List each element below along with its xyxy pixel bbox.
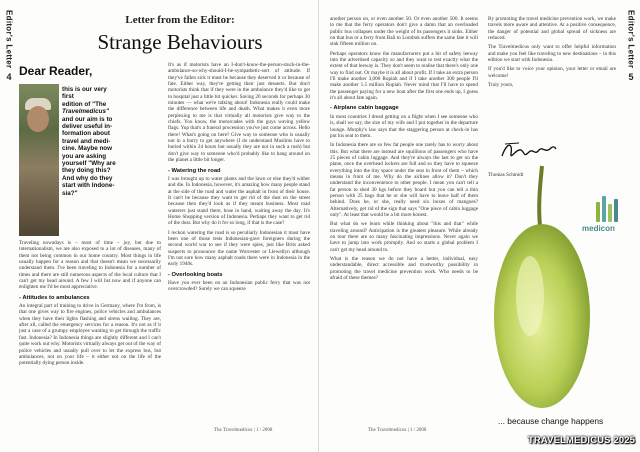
letter-header: Letter from the Editor:	[125, 14, 235, 26]
intro-line: edition of "The	[62, 100, 107, 108]
intro-line: start with Indone-	[62, 182, 115, 190]
left-page	[0, 0, 319, 452]
intro-line: travel and medi-	[62, 137, 111, 145]
greeting: Dear Reader,	[19, 64, 93, 78]
section-heading: - Airplane cabin baggage	[330, 105, 399, 112]
left-section-tab	[3, 10, 15, 82]
intro-line: formation about	[62, 130, 110, 138]
section-heading: - Attitudes to ambulances	[19, 294, 90, 301]
article-title: Strange Behaviours	[97, 30, 263, 54]
logo-bar	[614, 199, 618, 222]
intro-line: this is our very first	[62, 86, 107, 101]
intro-line: yourself "Why are	[62, 160, 116, 168]
intro-line: sia?"	[62, 189, 78, 197]
column-1	[19, 240, 161, 370]
paragraph: Have you ever been on an Indonesian public ferry that was not overcrowded? Surely we can squeeze	[168, 280, 310, 293]
intro-line: Travelmedicus"	[62, 108, 109, 116]
right-footer: The Travelmedicus | 1 / 2008	[368, 428, 427, 433]
section-heading: - Overlooking boats	[168, 271, 223, 278]
face-shape	[27, 106, 49, 132]
fruit-image	[480, 156, 610, 426]
paragraph: If you'd like to voice your opinion, your letter or email are welcome!	[488, 66, 616, 79]
intro-line: and our aim is to	[62, 115, 113, 123]
intro-line: cine. Maybe now	[62, 145, 113, 153]
intro-line: deliver useful in-	[62, 123, 113, 131]
column-2	[168, 62, 310, 296]
right-section-tab	[625, 10, 637, 82]
right-tab-label: Editor's Letter	[626, 10, 636, 69]
paragraph: By promoting the travel medicine prevention work, we make travels more aware and attentive. At a positive consequence, the danger of potential and global spread of sickness are reduced.	[488, 16, 616, 42]
paragraph: In Indonesia there are so few fat people one rarely has to worry about this. But what there are instead are squillions of passengers who have 25 pieces of cabin luggage. And they're always the last to get on the plane, once the overhead lockers are full and so they have to squeeze everything into the tiny space under the seat in front of them – which means in front of me. Why do the airlines allow it? Don't they understand the inconvenience to other people. I mean you can't tell a fat person to shed 30 kgs before they board but you can tell a thin person with 25 bags that he or she will have to leave half of them behind. Does he, or she, really need six boxes of mangoes? Alternatively, get rid of the sign that says "One piece of cabin luggage only". At least that would be a bit more honest.	[330, 142, 478, 218]
signer-name: Thomas Schmidt	[488, 172, 524, 178]
section-heading: - Watering the road	[168, 167, 221, 174]
paragraph: I reckon watering the road is so peculiarly Indonesian it must have been one of those tests Indonesian-gave foreigners during the second world war to see if they were spies, just like Brits asked suspects to pronounce the name Worcester or Llewellyn although I'm not sure how many asphalt roads there were in Indonesia in the early 1940s.	[168, 229, 310, 268]
intro-line: they doing this?	[62, 167, 111, 175]
paragraph: Traveling nowadays is – most of time – joy, but due to internationalism, we are also exposed to a lot of diseases, many of them not being common in our home country. Most things in life usually happen for a reason and that doesn't mean we necessarily understand them. I've been traveling to Indonesia for a number of times and there are still numerous aspects of the local culture that I can't get my head around. A few I will list now and if anyone can enlighten me I'd be most appreciative.	[19, 240, 161, 291]
watermark: TRAVELMEDICUS 2025	[528, 434, 636, 445]
right-page-number: 5	[628, 72, 634, 83]
intro-text	[62, 86, 118, 197]
paragraph: In most countries I dread getting on a flight when I see someone who is, shall we say, the size of my wife and I put together in the departure lounge. Murphy's law says that the staggering person at check-in has put his seat to them.	[330, 113, 478, 139]
paragraph: An integral part of training to drive in Germany, where I'm from, is that one gives way to fire engines, police vehicles and ambulances when they have their lights flashing and sirens wailing. They are, after all, called the emergency services for a reason. It's not as if it just a case of a grumpy employee wanting to get through the traffic fast. Indonesia? In Indonesia things are slightly different and I can't quite work out why. Motorists virtually always get out of the way of police vehicles and usually pull over to let the express bus, but ambulances, not on your life – it either not on the life of the potentially dying person inside.	[19, 303, 161, 367]
paragraph: It's as if motorists have an I-don't-know-the-person-stuck-in-the-ambulance-so-why-should-I-be-sympathetic-sort of attitude. If they've fallen sick it must be because they deserved it or because of fate. Either way, they're getting their just desserts. But don't motorists think that if they were in the ambulance they'd like to get to hospital just a little bit quicker. Saving 20 seconds for perhaps 30 minutes — what we're talking about! Indonesia really could make the difference between life and death. What makes it even more perplexing to me is that virtually all motorists give way to the chiefs. You know, the motorcades with the guys waving yellow flags. Yup that's a funeral procession you've just come across. Hello there! What's going on here? Give way to someone who is usually not in a hurry to get anywhere (I do understand Muslims have to buried within 24 hours but usually they are not in such a rush) but don't give way to someone who'd probably like to hang around on the planet a little bit longer.	[168, 62, 310, 164]
intro-line: And why do they	[62, 174, 113, 182]
left-footer: The Travelmedicus | 1 / 2008	[214, 428, 273, 433]
left-page-number: 4	[6, 72, 12, 83]
image-caption: ... because change happens	[498, 416, 604, 426]
paragraph: But what do we learn while thinking about "this and that" while traveling around? Anticipation is the greatest pleasure. While already on tour there are so many fascinating impressions. Never again we have to jump into work promptly. And so starts a global problem I can't get my head around to.	[330, 221, 478, 253]
intro-line: you are asking	[62, 152, 107, 160]
logo-text: medicon	[582, 224, 615, 233]
column-4	[488, 16, 616, 91]
column-3	[330, 16, 478, 284]
author-photo	[19, 84, 59, 236]
paragraph: Perhaps operators know the manufacturers put a bit of safety leeway into the advertised capacity so and they want to test exactly what the extent of that leeway is. They don't seem to realise that there's only one way to find out. Or maybe it is all about profit. If I take an extra person I'll make another 3,000 Rupiah and if I take another 300 people I'll make another 1.5 million Rupiah. Never mind that I'll have to spend the passenger paying for a new boat after the first one ends up, I guess it's all about fate again.	[330, 50, 478, 102]
paragraph: The Travelmedicus only want to offer helpful information and make you feel like traveling to new destinations – in this edition we start with Indonesia.	[488, 44, 616, 64]
paragraph: What is the reason we do not have a better, individual, easy understandable, direct accessible and trustworthy possibility in promoting the travel medicine prevention work. Who needs to be afraid of these themes?	[330, 256, 478, 282]
left-tab-label: Editor's Letter	[4, 10, 14, 69]
paragraph: I was brought up to water plants and the lawn or else they'd wither and die. In Indonesia, however, it's amazing how many people stand at the side of the road and water the asphalt in front of their house. It can't be because they want to get rid of the dust on the street because then they'd look as if they meant business. Most road waterers just stand there, hose in hand, waiting away the day. It's Home Shopping version of Indonesia. Perhaps they want to get rid of the dust. But why do it for so long, if that is the case?	[168, 175, 310, 227]
paragraph: another person on, or even another 50. Or even another 500. It seems to me that the ferry operators don't give a damn that an overloaded public bus collapses under the weight of its passengers it sinks. Either on that bus or a ferry from Bali to Lombok suffers the same fate it will sink fifteen million on.	[330, 16, 478, 48]
paragraph: Truly yours,	[488, 82, 514, 89]
